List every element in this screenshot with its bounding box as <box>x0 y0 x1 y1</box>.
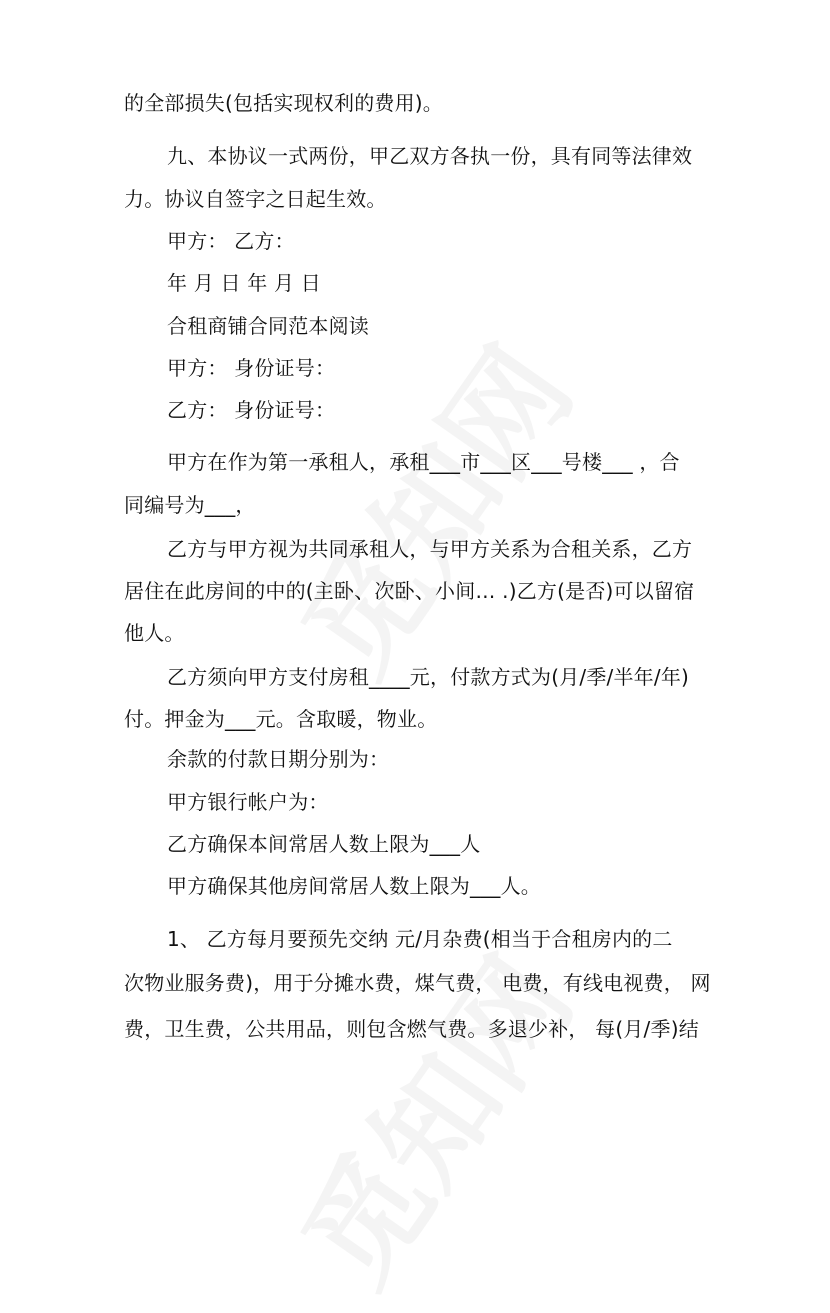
text-line: 乙方须向甲方支付房租____元，付款方式为(月/季/半年/年) <box>167 665 690 689</box>
text-line: 甲方在作为第一承租人，承租___市___区___号楼___ ，合 <box>167 450 680 474</box>
text-line: 余款的付款日期分别为： <box>167 747 390 771</box>
text-line: 甲方确保其他房间常居人数上限为___人。 <box>167 874 541 898</box>
text-line: 费，卫生费，公共用品，则包含燃气费。多退少补， 每(月/季)结 <box>124 1017 699 1041</box>
text-line: 1、 乙方每月要预先交纳 元/月杂费(相当于合租房内的二 <box>167 927 673 951</box>
text-line: 居住在此房间的中的(主卧、次卧、小间… .)乙方(是否)可以留宿 <box>124 579 695 603</box>
text-line: 乙方： 身份证号： <box>167 398 336 422</box>
text-line: 的全部损失(包括实现权利的费用)。 <box>124 91 444 115</box>
text-line: 他人。 <box>124 621 185 645</box>
text-line: 力。协议自签字之日起生效。 <box>124 187 387 211</box>
text-line: 付。押金为___元。含取暖，物业。 <box>124 707 438 731</box>
text-line: 年 月 日 年 月 日 <box>167 271 321 295</box>
text-line: 九、本协议一式两份，甲乙双方各执一份，具有同等法律效 <box>167 144 693 168</box>
text-line: 同编号为___， <box>124 493 256 517</box>
text-line: 次物业服务费)，用于分摊水费，煤气费， 电费，有线电视费， 网 <box>124 971 711 995</box>
text-line: 合租商铺合同范本阅读 <box>167 314 369 338</box>
text-line: 甲方： 身份证号： <box>167 356 336 380</box>
text-line: 甲方： 乙方： <box>167 229 295 253</box>
text-line: 乙方确保本间常居人数上限为___人 <box>167 832 481 856</box>
text-line: 甲方银行帐户为： <box>167 790 329 814</box>
text-line: 乙方与甲方视为共同承租人，与甲方关系为合租关系，乙方 <box>167 537 693 561</box>
